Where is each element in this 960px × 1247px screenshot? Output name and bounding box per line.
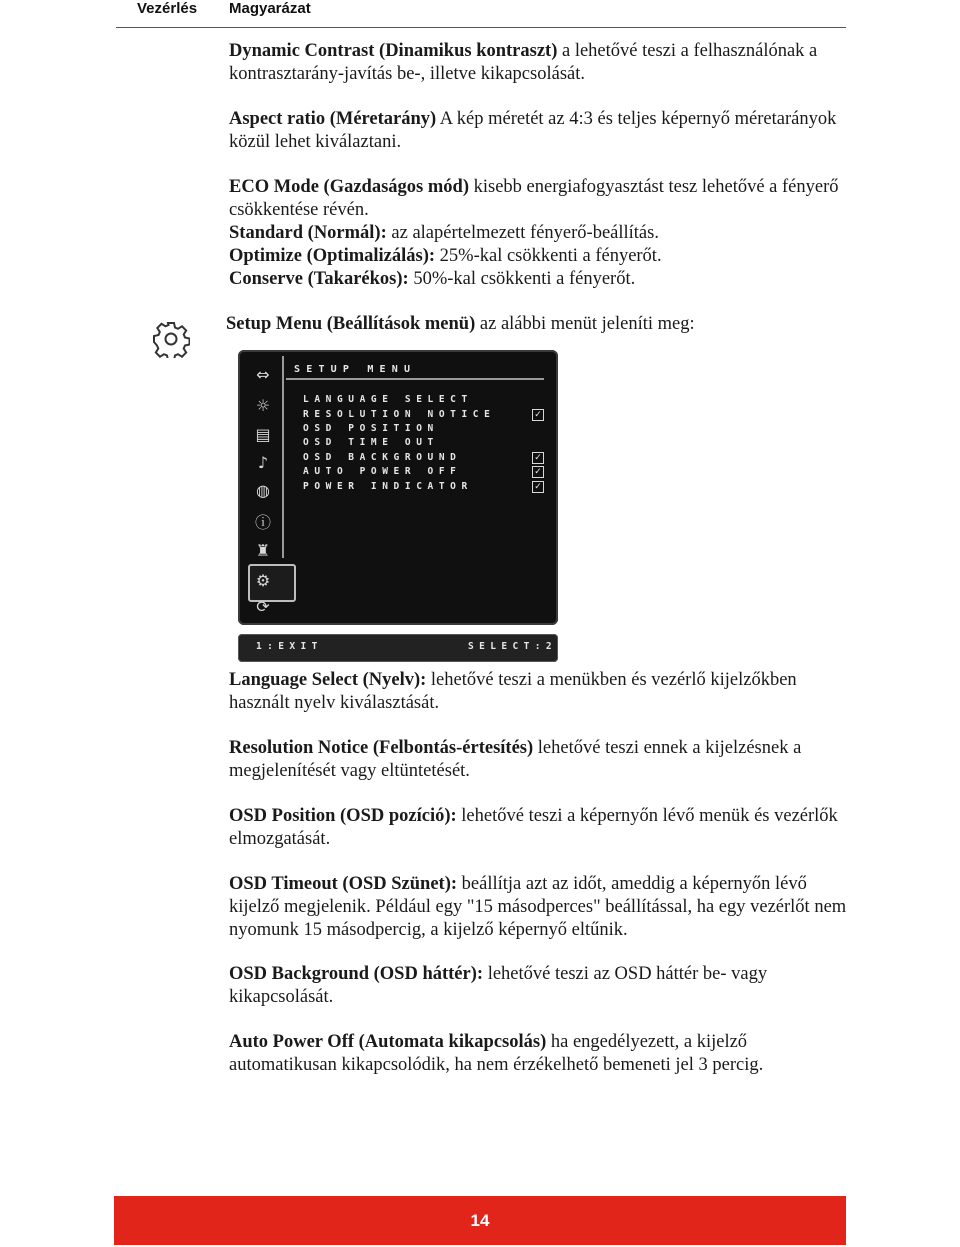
table-header (0, 0, 960, 28)
para-standard: Standard (Normál): az alapértelmezett fényerő-beállítás. (229, 223, 659, 243)
setup-gear-icon (152, 320, 190, 358)
para-auto-power-off: Auto Power Off (Automata kikapcsolás) ha engedélyezett, a kijelző automatikusan kikapcsolódik, ha nem érzékelhető bemeneti jel 3 percig. (229, 1032, 764, 1075)
para-osd-timeout: OSD Timeout (OSD Szünet): beállítja azt az időt, ameddig a képernyőn lévő kijelző megjelenik. Például egy "15 másodperces" beállítással, ha egy vezérlőt nem nyomunk 15 másodpercig, a kijelző képernyő eltűnik. (229, 874, 847, 940)
info-icon: ⓘ (254, 513, 271, 532)
osd-select-label: SELECT:2 (468, 641, 557, 652)
para-conserve: Conserve (Takarékos): 50%-kal csökkenti a fényerőt. (229, 269, 636, 289)
osd-footer-bar (238, 634, 558, 662)
para-optimize: Optimize (Optimalizálás): 25%-kal csökkenti a fényerőt. (229, 246, 662, 266)
osd-divider (282, 356, 284, 558)
input-icon: ⇔ (256, 365, 270, 384)
osd-item-osd-background: OSD BACKGROUND (303, 452, 462, 463)
setup-tab-gear-icon: ⚙ (255, 571, 271, 590)
para-dynamic-contrast: Dynamic Contrast (Dinamikus kontraszt) a lehetővé teszi a felhasználónak a kontrasztarány-javítás be-, illetve kikapcsolását. (229, 41, 818, 84)
osd-item-language-select: LANGUAGE SELECT (303, 394, 473, 405)
osd-check-osd-background: ✓ (532, 452, 544, 464)
osd-title: SETUP MENU (294, 364, 417, 375)
osd-item-osd-position: OSD POSITION (303, 423, 439, 434)
brightness-icon: ☼ (255, 396, 271, 415)
osd-item-auto-power-off: AUTO POWER OFF (303, 466, 462, 477)
osd-check-resolution-notice: ✓ (532, 409, 544, 421)
para-aspect-ratio: Aspect ratio (Méretarány) A kép méretét az 4:3 és teljes képernyő méretarányok közül lehet kiválaztani. (229, 109, 837, 152)
reset-icon: ⟳ (256, 597, 270, 616)
osd-check-auto-power-off: ✓ (532, 466, 544, 478)
adjust-icon: ▤ (255, 425, 271, 444)
page-number: 14 (470, 1211, 490, 1230)
osd-title-rule (286, 378, 544, 380)
osd-check-power-indicator: ✓ (532, 481, 544, 493)
para-setup-menu: Setup Menu (Beállítások menü) az alábbi menüt jeleníti meg: (226, 314, 695, 334)
osd-exit-label: 1:EXIT (256, 641, 323, 652)
header-rule (116, 27, 846, 28)
para-eco-mode: ECO Mode (Gazdaságos mód) kisebb energiafogyasztást tesz lehetővé a fényerő csökkentése révén. (229, 177, 839, 220)
header-magyarazat: Magyarázat (229, 0, 311, 17)
osd-sidebar (244, 356, 282, 618)
page-footer-bar (114, 1196, 846, 1245)
para-language-select: Language Select (Nyelv): lehetővé teszi a menükben és vezérlő kijelzőkben használt nyelv kiválasztását. (229, 670, 797, 713)
audio-icon: ♪ (257, 453, 269, 472)
osd-item-osd-time-out: OSD TIME OUT (303, 437, 439, 448)
manual-icon: ♜ (255, 541, 271, 560)
header-vezerles: Vezérlés (137, 0, 198, 17)
para-osd-position: OSD Position (OSD pozíció): lehetővé teszi a képernyőn lévő menük és vezérlők elmozgatását. (229, 806, 838, 849)
osd-item-resolution-notice: RESOLUTION NOTICE (303, 409, 496, 420)
para-resolution-notice: Resolution Notice (Felbontás-értesítés) lehetővé teszi ennek a kijelzésnek a megjelenítését vagy eltüntetését. (229, 738, 802, 781)
osd-setup-menu-screen (238, 350, 558, 625)
osd-item-power-indicator: POWER INDICATOR (303, 481, 473, 492)
para-osd-background: OSD Background (OSD háttér): lehetővé teszi az OSD háttér be- vagy kikapcsolását. (229, 964, 768, 1007)
color-icon: ◍ (256, 481, 270, 500)
